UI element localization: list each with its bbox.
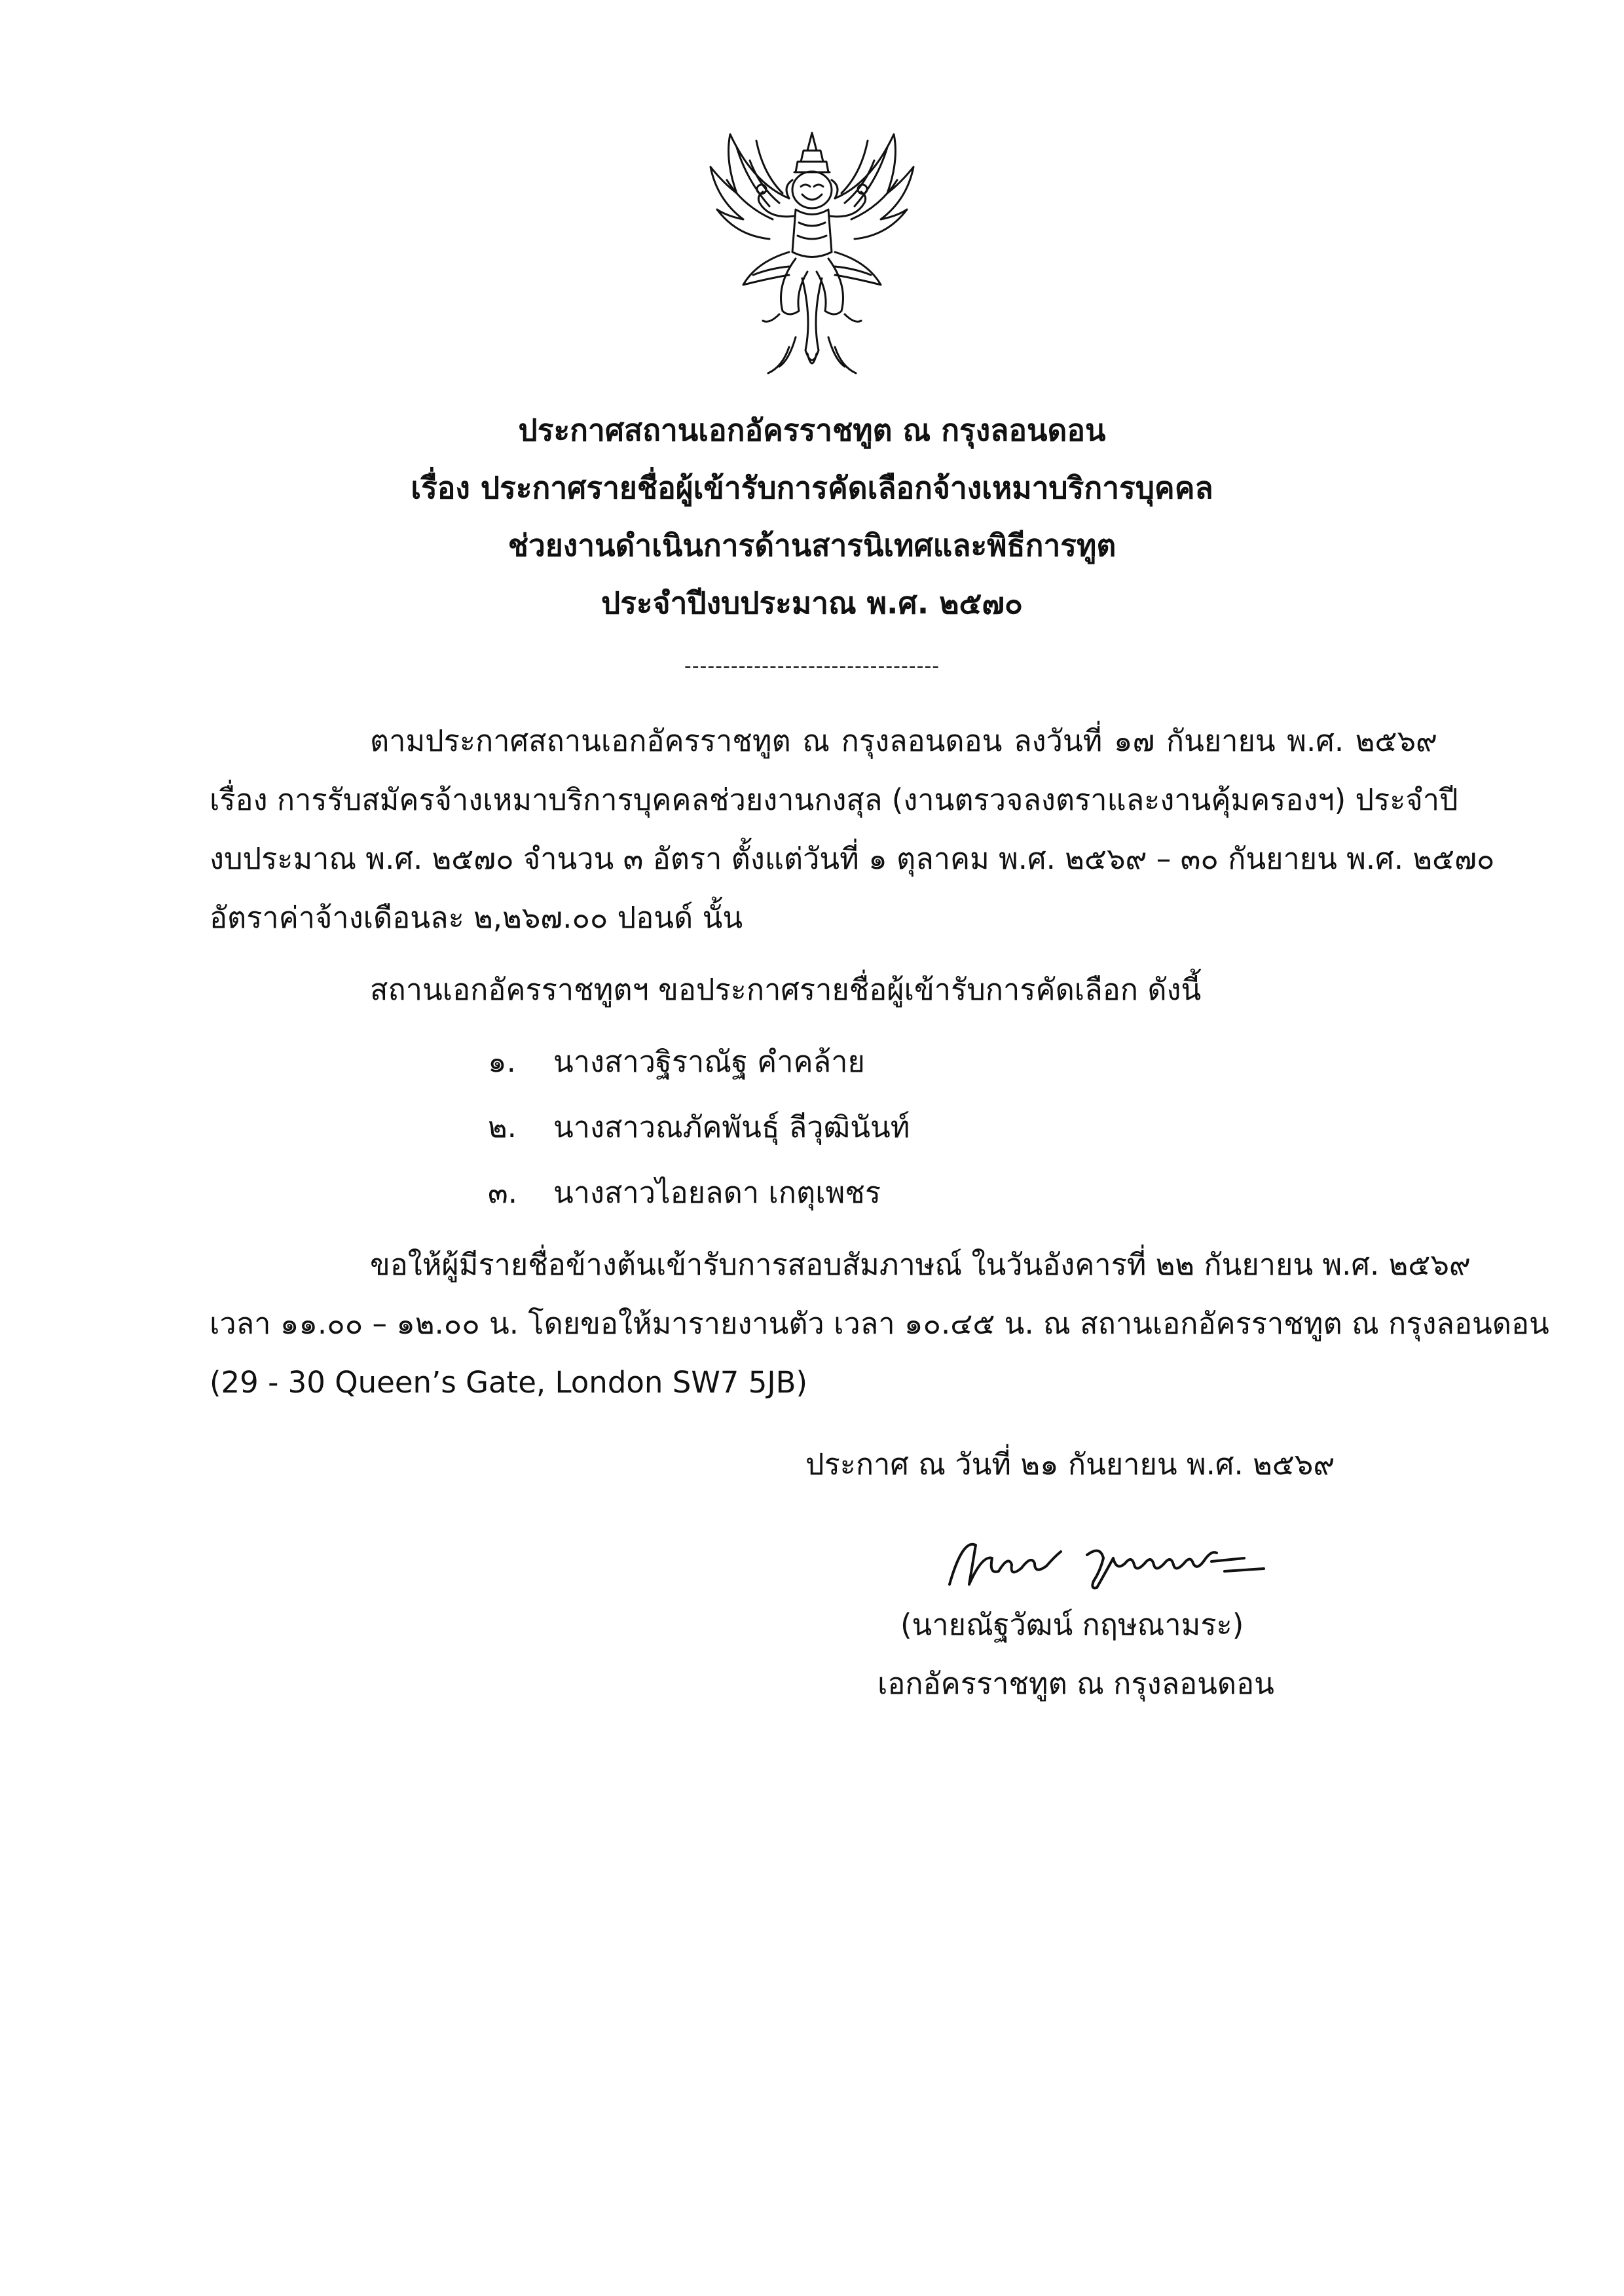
handwritten-signature-icon [936,1525,1277,1597]
candidate-2-number: ๒. [488,1110,517,1144]
signatory-title: เอกอัครราชทูต ณ กรุงลอนดอน [877,1666,1274,1701]
announcement-date: ประกาศ ณ วันที่ ๒๑ กันยายน พ.ศ. ๒๕๖๙ [805,1447,1335,1482]
heading-line-3: ช่วยงานดำเนินการด้านสารนิเทศและพิธีการทูต [507,528,1116,563]
candidate-3-name: นางสาวไอยลดา เกตุเพชร [553,1175,881,1210]
paragraph-3-line-3: (29 - 30 Queen’s Gate, London SW7 5JB) [210,1365,808,1400]
paragraph-1-line-3: งบประมาณ พ.ศ. ๒๕๗๐ จำนวน ๓ อัตรา ตั้งแต่วันที่ ๑ ตุลาคม พ.ศ. ๒๕๖๙ – ๓๐ กันยายน พ.ศ. ๒๕๗๐ [210,841,1495,876]
candidate-3-number: ๓. [488,1175,518,1210]
candidate-1-number: ๑. [488,1044,516,1079]
paragraph-1-line-4: อัตราค่าจ้างเดือนละ ๒,๒๖๗.๐๐ ปอนด์ นั้น [210,900,743,935]
separator-line: --------------------------------- [684,655,940,678]
paragraph-3-line-1: ขอให้ผู้มีรายชื่อข้างต้นเข้ารับการสอบสัมภาษณ์ ในวันอังคารที่ ๒๒ กันยายน พ.ศ. ๒๕๖๙ [370,1247,1471,1282]
paragraph-1-line-1: ตามประกาศสถานเอกอัครราชทูต ณ กรุงลอนดอน ลงวันที่ ๑๗ กันยายน พ.ศ. ๒๕๖๙ [370,723,1437,758]
candidate-1-name: นางสาวฐิราณัฐ คำคล้าย [553,1044,865,1079]
heading-line-1: ประกาศสถานเอกอัครราชทูต ณ กรุงลอนดอน [518,412,1106,448]
heading-line-4: ประจำปีงบประมาณ พ.ศ. ๒๕๗๐ [601,585,1023,621]
paragraph-1-line-2: เรื่อง การรับสมัครจ้างเหมาบริการบุคคลช่วยงานกงสุล (งานตรวจลงตราและงานคุ้มครองฯ) ประจำปี [210,782,1458,817]
signatory-name: (นายณัฐวัฒน์ กฤษณามระ) [900,1607,1244,1642]
paragraph-2: สถานเอกอัครราชทูตฯ ขอประกาศรายชื่อผู้เข้ารับการคัดเลือก ดังนี้ [370,972,1202,1007]
candidate-2-name: นางสาวณภัคพันธุ์ ลีวุฒินันท์ [553,1110,910,1144]
heading-line-2: เรื่อง ประกาศรายชื่อผู้เข้ารับการคัดเลือกจ้างเหมาบริการบุคคล [411,470,1213,505]
garuda-emblem-icon [691,121,933,380]
paragraph-3-line-2: เวลา ๑๑.๐๐ – ๑๒.๐๐ น. โดยขอให้มารายงานตัว เวลา ๑๐.๔๕ น. ณ สถานเอกอัครราชทูต ณ กรุงลอนดอน [210,1306,1549,1341]
